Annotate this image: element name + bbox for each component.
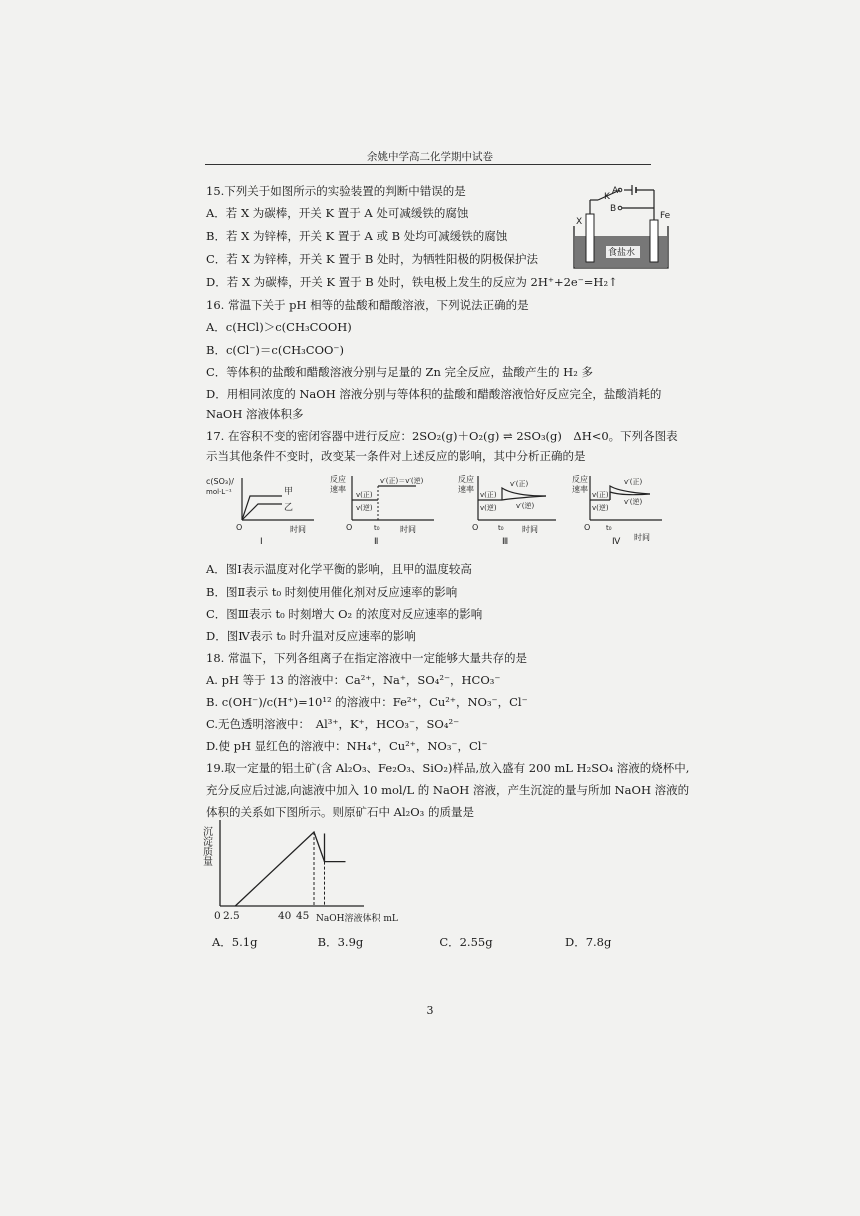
g3-ylabel2: 速率 <box>458 485 474 494</box>
q15-option-c: C．若 X 为锌棒，开关 K 置于 B 处时，为牺牲阳极的阴极保护法 <box>206 252 538 266</box>
q15-stem: 15.下列关于如图所示的实验装置的判断中错误的是 <box>206 184 466 198</box>
q19-stem-line3: 体积的关系如下图所示。则原矿石中 Al₂O₃ 的质量是 <box>206 805 474 819</box>
q18-option-b: B. c(OH⁻)/c(H⁺)=10¹² 的溶液中：Fe²⁺，Cu²⁺，NO₃⁻，Cl⁻ <box>206 695 528 709</box>
g4-ylabel2: 速率 <box>572 485 588 494</box>
q19-tick-0: 0 <box>214 910 221 922</box>
g2-l3: v(逆) <box>356 504 373 512</box>
q19-data-line <box>235 832 345 906</box>
q17-graph-2 <box>326 470 444 548</box>
q15-apparatus-figure <box>568 180 672 272</box>
g4-t0: t₀ <box>606 524 612 532</box>
g3-l2: v′(正) <box>510 480 529 488</box>
g4-origin: O <box>584 523 591 532</box>
g4-l3: v(逆) <box>592 504 609 512</box>
g4-ylabel1: 反应 <box>572 475 588 484</box>
g2-origin: O <box>346 523 353 532</box>
g3-origin: O <box>472 523 479 532</box>
q16-option-d: D．用相同浓度的 NaOH 溶液分别与等体积的盐酸和醋酸溶液恰好反应完全，盐酸消耗的 <box>206 387 662 401</box>
page-header: 余姚中学高二化学期中试卷 <box>367 151 493 163</box>
q17-option-b: B．图Ⅱ表示 t₀ 时刻使用催化剂对反应速率的影响 <box>206 585 458 599</box>
q19-options <box>212 934 632 950</box>
g2-ylabel1: 反应 <box>330 475 346 484</box>
q15-option-a: A．若 X 为碳棒，开关 K 置于 A 处可减缓铁的腐蚀 <box>206 206 469 220</box>
q19-tick-45: 45 <box>296 910 310 922</box>
g3-l3: v(逆) <box>480 504 497 512</box>
g2-l1: v(正) <box>356 491 373 499</box>
g4-l4: v′(逆) <box>624 498 643 506</box>
g2-t0: t₀ <box>374 524 380 532</box>
q15-label-k: K <box>604 192 610 202</box>
q19-xlabel: NaOH溶液体积 mL <box>316 914 398 924</box>
q17-graph-4 <box>572 470 668 548</box>
g3-l4: v′(逆) <box>516 502 535 510</box>
q18-stem: 18. 常温下，下列各组离子在指定溶液中一定能够大量共存的是 <box>206 651 527 665</box>
q17-stem-line1: 17. 在容积不变的密闭容器中进行反应：2SO₂(g)＋O₂(g) ⇌ 2SO₃(g) ΔH<0。下列各图表 <box>206 429 678 443</box>
q15-option-d: D．若 X 为碳棒，开关 K 置于 B 处时，铁电极上发生的反应为 2H⁺+2e⁻=H₂↑ <box>206 275 618 289</box>
g3-roman: Ⅲ <box>502 537 509 547</box>
q16-option-c: C．等体积的盐酸和醋酸溶液分别与足量的 Zn 完全反应，盐酸产生的 H₂ 多 <box>206 365 593 379</box>
g4-l2: v′(正) <box>624 478 643 486</box>
g3-ylabel1: 反应 <box>458 475 474 484</box>
g1-curve2: 乙 <box>284 503 294 513</box>
q17-graph-1 <box>206 470 322 548</box>
q19-tick-2-5: 2.5 <box>223 910 240 922</box>
q19-stem-line2: 充分反应后过滤,向滤液中加入 10 mol/L 的 NaOH 溶液，产生沉淀的量与所加 NaOH 溶液的 <box>206 783 690 797</box>
g4-roman: Ⅳ <box>612 537 621 547</box>
q19-stem-line1: 19.取一定量的铝土矿(含 Al₂O₃、Fe₂O₃、SiO₂)样品,放入盛有 200 mL H₂SO₄ 溶液的烧杯中, <box>206 761 690 775</box>
q19-option-a: A．5.1g <box>212 935 258 949</box>
g1-ylabel2: mol·L⁻¹ <box>206 488 232 496</box>
g2-xlabel: 时间 <box>400 525 416 534</box>
g1-ylabel1: c(SO₃)/ <box>206 477 234 486</box>
q16-option-a: A．c(HCl)＞c(CH₃COOH) <box>206 320 352 334</box>
q17-option-d: D．图Ⅳ表示 t₀ 时升温对反应速率的影响 <box>206 629 416 643</box>
g1-curve1: 甲 <box>284 487 294 497</box>
g1-roman: Ⅰ <box>260 537 263 547</box>
q16-option-d-cont: NaOH 溶液体积多 <box>206 407 304 421</box>
q15-label-solution: 食盐水 <box>608 248 636 258</box>
q16-option-b: B．c(Cl⁻)＝c(CH₃COO⁻) <box>206 343 344 357</box>
q17-stem-line2: 示当其他条件不变时，改变某一条件对上述反应的影响，其中分析正确的是 <box>206 449 586 463</box>
q17-option-a: A．图Ⅰ表示温度对化学平衡的影响，且甲的温度较高 <box>206 562 472 576</box>
g2-roman: Ⅱ <box>374 537 379 547</box>
q15-option-b: B．若 X 为锌棒，开关 K 置于 A 或 B 处均可减缓铁的腐蚀 <box>206 229 508 243</box>
q17-option-c: C．图Ⅲ表示 t₀ 时刻增大 O₂ 的浓度对反应速率的影响 <box>206 607 483 621</box>
g4-xlabel: 时间 <box>634 533 650 542</box>
q15-label-b: B <box>610 204 617 214</box>
q18-option-d: D.使 pH 显红色的溶液中：NH₄⁺，Cu²⁺，NO₃⁻，Cl⁻ <box>206 739 488 753</box>
q15-label-fe: Fe <box>660 211 671 221</box>
g1-origin: O <box>236 523 243 532</box>
q19-option-d: D．7.8g <box>564 935 612 949</box>
q17-graph-3 <box>454 470 564 548</box>
q18-option-c: C.无色透明溶液中： Al³⁺，K⁺，HCO₃⁻，SO₄²⁻ <box>206 717 460 731</box>
g3-xlabel: 时间 <box>522 525 538 534</box>
q19-option-c: C．2.55g <box>439 935 493 949</box>
g1-xlabel: 时间 <box>290 525 306 534</box>
q16-stem: 16. 常温下关于 pH 相等的盐酸和醋酸溶液，下列说法正确的是 <box>206 298 529 312</box>
header-rule <box>205 164 651 165</box>
g3-t0: t₀ <box>498 524 504 532</box>
page-number: 3 <box>426 1004 434 1017</box>
q15-label-a: A <box>612 186 619 196</box>
q15-label-x: X <box>576 217 583 227</box>
g2-ylabel2: 速率 <box>330 485 346 494</box>
q18-option-a: A. pH 等于 13 的溶液中：Ca²⁺，Na⁺，SO₄²⁻，HCO₃⁻ <box>206 673 501 687</box>
g2-l2: v′(正)＝v′(逆) <box>380 477 424 485</box>
q19-ylabel: 沉淀质量 <box>200 826 212 866</box>
q19-tick-40: 40 <box>278 910 292 922</box>
g4-l1: v(正) <box>592 491 609 499</box>
q19-option-b: B．3.9g <box>317 935 364 949</box>
g3-l1: v(正) <box>480 491 497 499</box>
